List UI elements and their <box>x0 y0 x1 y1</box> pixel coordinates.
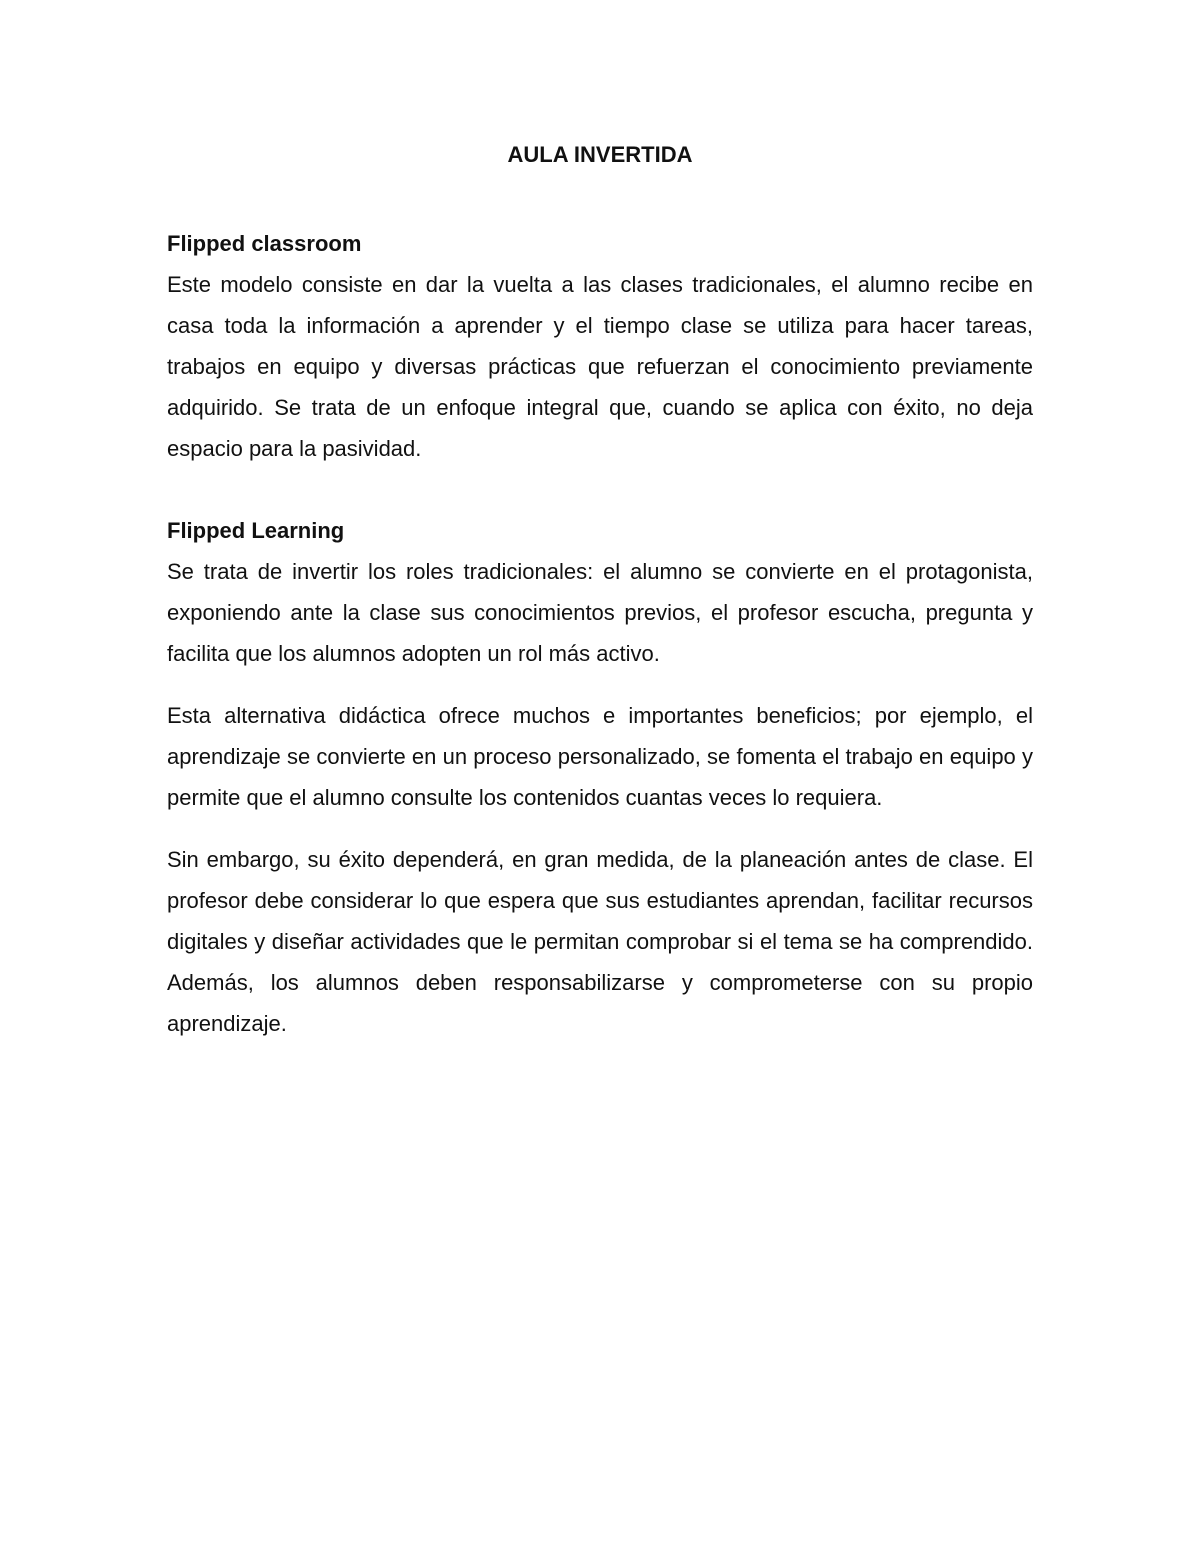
paragraph-flipped-learning-benefits: Esta alternativa didáctica ofrece muchos e importantes beneficios; por ejemplo, el aprendizaje se convierte en un proceso personalizado, se fomenta el trabajo en equipo y permite que el alumno consulte los contenidos cuantas veces lo requiera. <box>167 703 1033 810</box>
spacer <box>167 469 1033 510</box>
spacer <box>167 818 1033 839</box>
document-body <box>167 140 1033 1044</box>
spacer <box>167 170 1033 223</box>
section-flipped-classroom <box>167 223 1033 469</box>
section-heading-flipped-classroom: Flipped classroom <box>167 231 362 256</box>
paragraph-flipped-learning-definition: Se trata de invertir los roles tradicionales: el alumno se convierte en el protagonista, exponiendo ante la clase sus conocimientos previos, el profesor escucha, pregunta y facilita que los alumnos adopten un rol más activo. <box>167 559 1033 666</box>
spacer <box>167 674 1033 695</box>
paragraph-flipped-learning-planning: Sin embargo, su éxito dependerá, en gran medida, de la planeación antes de clase. El profesor debe considerar lo que espera que sus estudiantes aprendan, facilitar recursos digitales y diseñar actividades que le permitan comprobar si el tema se ha comprendido. Además, los alumnos deben responsabilizarse y comprometerse con su propio aprendizaje. <box>167 847 1033 1036</box>
document-title: AULA INVERTIDA <box>507 142 693 167</box>
paragraph-flipped-classroom: Este modelo consiste en dar la vuelta a las clases tradicionales, el alumno recibe en casa toda la información a aprender y el tiempo clase se utiliza para hacer tareas, trabajos en equipo y diversas prácticas que refuerzan el conocimiento previamente adquirido. Se trata de un enfoque integral que, cuando se aplica con éxito, no deja espacio para la pasividad. <box>167 272 1033 461</box>
section-heading-flipped-learning: Flipped Learning <box>167 518 345 543</box>
section-flipped-learning <box>167 510 1033 1044</box>
